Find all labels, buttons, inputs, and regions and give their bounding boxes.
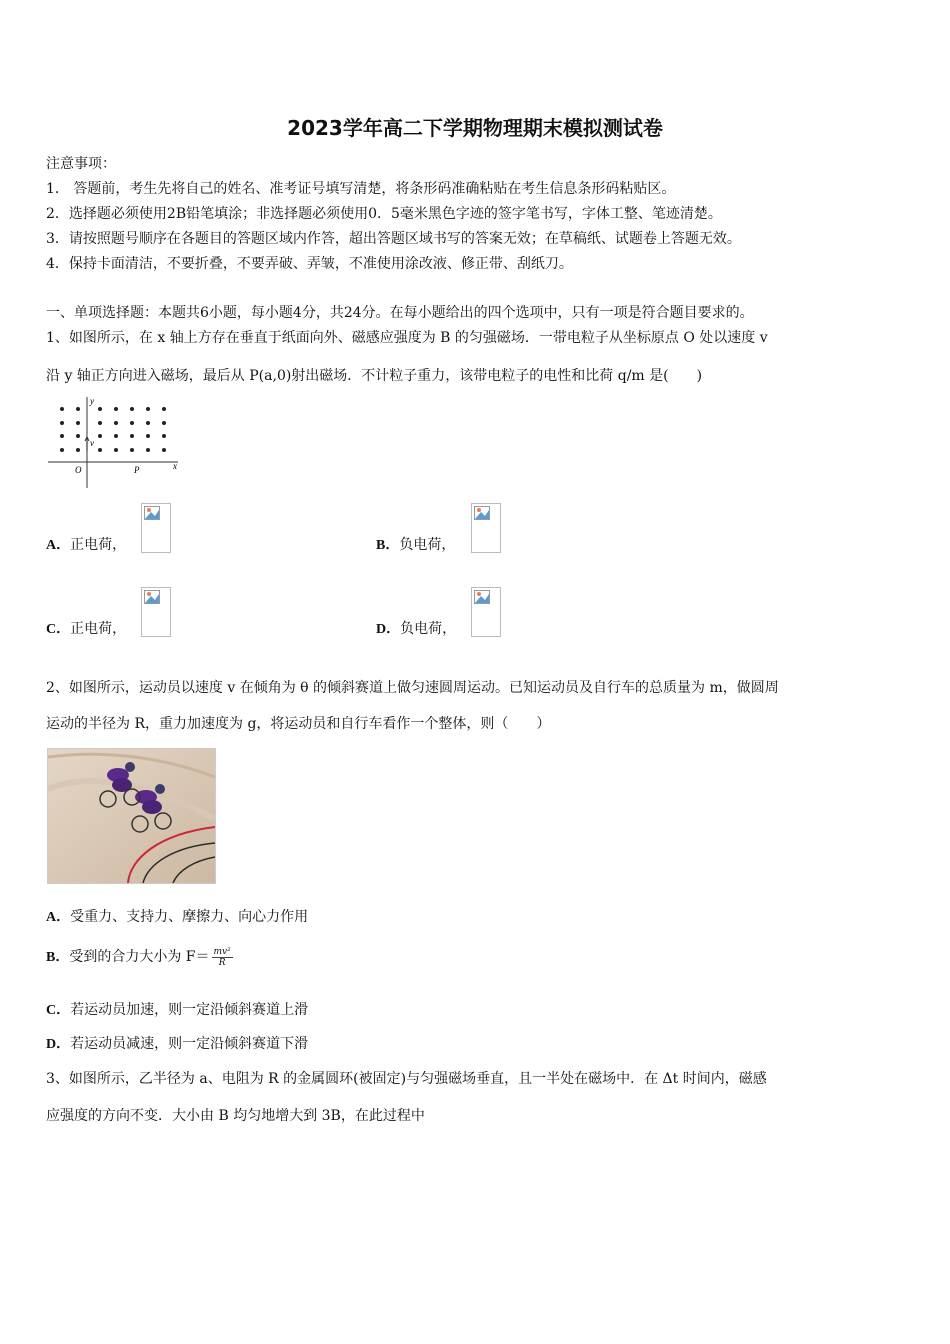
cyclists-photo — [47, 748, 216, 884]
fig-label-y: y — [90, 396, 94, 406]
q2-line2: 运动的半径为 R，重力加速度为 g，将运动员和自行车看作一个整体，则（ ） — [46, 716, 551, 732]
q3-line1: 3、如图所示，乙半径为 a、电阻为 R 的金属圆环(被固定)与匀强磁场垂直，且一半处在磁场中．在 Δt 时间内，磁感 — [46, 1071, 767, 1087]
q2-option-b: B．受到的合力大小为 F＝ $\frac{\text{mv²}}{R}$ — [46, 946, 231, 968]
q2-option-c: C．若运动员加速，则一定沿倾斜赛道上滑 — [46, 1002, 309, 1018]
q1-line2: 沿 y 轴正方向进入磁场，最后从 P(a,0)射出磁场．不计粒子重力，该带电粒子的电性和比荷 q/m 是( ) — [46, 368, 703, 384]
q2-option-d: D．若运动员减速，则一定沿倾斜赛道下滑 — [46, 1036, 309, 1052]
notice-heading: 注意事项： — [46, 156, 116, 172]
q1-option-b: B．负电荷， — [376, 537, 456, 553]
magnetic-field-figure — [44, 393, 184, 493]
q2-line1: 2、如图所示，运动员以速度 v 在倾角为 θ 的倾斜赛道上做匀速圆周运动。已知运动员及自行车的总质量为 m，做圆周 — [46, 680, 779, 696]
q2-option-a: A．受重力、支持力、摩擦力、向心力作用 — [46, 909, 309, 925]
section-heading: 一、单项选择题：本题共6小题，每小题4分，共24分。在每小题给出的四个选项中，只有一项是符合题目要求的。 — [46, 305, 754, 321]
fig-label-x: x — [173, 461, 177, 471]
q1-option-c: C．正电荷， — [46, 621, 127, 637]
q1-line1: 1、如图所示，在 x 轴上方存在垂直于纸面向外、磁感应强度为 B 的匀强磁场．一带电粒子从坐标原点 O 处以速度 v — [46, 330, 768, 346]
field-dots — [60, 407, 166, 452]
broken-image-icon — [471, 503, 501, 553]
q1-option-a: A．正电荷， — [46, 537, 127, 553]
notice-item: 1． 答题前，考生先将自己的姓名、准考证号填写清楚，将条形码准确粘贴在考生信息条形码粘贴区。 — [46, 181, 676, 197]
page-title: 2023学年高二下学期物理期末模拟测试卷 — [287, 116, 663, 140]
fig-label-p: P — [134, 465, 140, 475]
broken-image-icon — [141, 503, 171, 553]
broken-image-icon — [471, 587, 501, 637]
fig-label-v: v — [90, 438, 94, 448]
notice-item: 2．选择题必须使用2B铅笔填涂；非选择题必须使用0．5毫米黑色字迹的签字笔书写，字体工整、笔迹清楚。 — [46, 206, 722, 222]
notice-item: 4．保持卡面清洁，不要折叠，不要弄破、弄皱，不准使用涂改液、修正带、刮纸刀。 — [46, 256, 573, 272]
fraction-mv2-over-r: $\frac{\text{mv²}}{R}$ — [213, 946, 231, 968]
q1-option-d: D．负电荷， — [376, 621, 457, 637]
q3-line2: 应强度的方向不变．大小由 B 均匀地增大到 3B，在此过程中 — [46, 1108, 425, 1124]
fig-label-o: O — [75, 465, 82, 475]
broken-image-icon — [141, 587, 171, 637]
notice-item: 3．请按照题号顺序在各题目的答题区域内作答，超出答题区域书写的答案无效；在草稿纸、试题卷上答题无效。 — [46, 231, 741, 247]
